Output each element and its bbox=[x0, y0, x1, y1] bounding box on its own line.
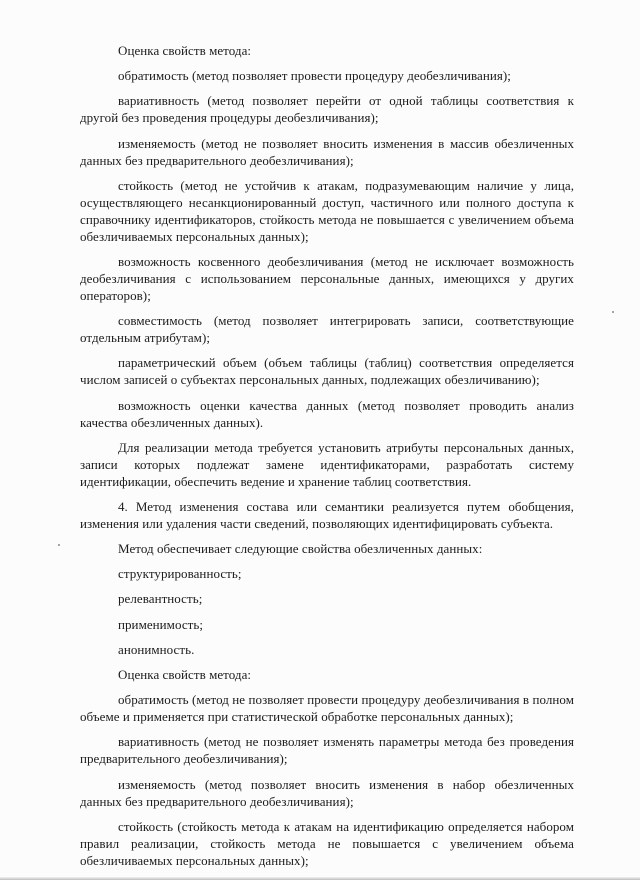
paragraph-variability-2: вариативность (метод не позволяет изменять параметры метода без проведения предварительного деобезличивания); bbox=[80, 734, 574, 767]
list-item-applicability: применимость; bbox=[118, 616, 204, 632]
paragraph-reversibility: обратимость (метод позволяет провести процедуру деобезличивания); bbox=[118, 68, 511, 84]
paragraph-parametric-volume: параметрический объем (объем таблицы (таблиц) соответствия определяется числом записей о субъектах персональных данных, подлежащих обезличиванию); bbox=[80, 355, 574, 388]
paragraph-properties-intro: Метод обеспечивает следующие свойства обезличенных данных: bbox=[118, 541, 483, 557]
paragraph-properties-heading-2: Оценка свойств метода: bbox=[118, 667, 252, 682]
paragraph-method-4: 4. Метод изменения состава или семантики реализуется путем обобщения, изменения или удаления части сведений, позволяющих идентифицировать субъекта. bbox=[80, 498, 574, 531]
paragraph-compatibility: совместимость (метод позволяет интегрировать записи, соответствующие отдельным атрибутам); bbox=[80, 313, 574, 346]
paragraph-resistance-2: стойкость (стойкость метода к атакам на идентификацию определяется набором правил реализации, стойкость метода не повышается с увеличением объема обезличиваемых персональных данных); bbox=[80, 818, 574, 868]
list-item-anonymity: анонимность. bbox=[118, 641, 195, 657]
paragraph-resistance: стойкость (метод не устойчив к атакам, подразумевающим наличие у лица, осуществляющего несанкционированный доступ, частичного или полного доступа к справочнику идентификаторов, стойкость метода не повышается с увеличением объема обезличиваемых персональных данных); bbox=[80, 177, 574, 244]
document-body bbox=[80, 42, 574, 877]
paragraph-indirect-deanonymization: возможность косвенного деобезличивания (метод не исключает возможность деобезличивания с использованием персональные данных, имеющихся у других операторов); bbox=[80, 253, 574, 303]
paragraph-data-quality: возможность оценки качества данных (метод позволяет проводить анализ качества обезличенных данных). bbox=[80, 397, 574, 430]
paragraph-changeability: изменяемость (метод не позволяет вносить изменения в массив обезличенных данных без предварительного деобезличивания); bbox=[80, 135, 574, 168]
paragraph-changeability-2: изменяемость (метод позволяет вносить изменения в набор обезличенных данных без предварительного деобезличивания); bbox=[80, 776, 574, 809]
list-item-structured: структурированность; bbox=[118, 566, 242, 582]
scan-speck bbox=[612, 311, 614, 313]
list-item-relevance: релевантность; bbox=[118, 591, 203, 607]
paragraph-properties-heading: Оценка свойств метода: bbox=[118, 43, 252, 58]
paragraph-reversibility-2: обратимость (метод не позволяет провести процедуру деобезличивания в полном объеме и применяется при статистической обработке персональных данных); bbox=[80, 692, 574, 725]
paragraph-variability: вариативность (метод позволяет перейти от одной таблицы соответствия к другой без проведения процедуры деобезличивания); bbox=[80, 93, 574, 126]
paragraph-implementation-requirements: Для реализации метода требуется установить атрибуты персональных данных, записи которых подлежат замене идентификаторами, разработать систему идентификации, обеспечить ведение и хранение таблиц соответствия. bbox=[80, 439, 574, 489]
scan-speck bbox=[58, 544, 60, 546]
